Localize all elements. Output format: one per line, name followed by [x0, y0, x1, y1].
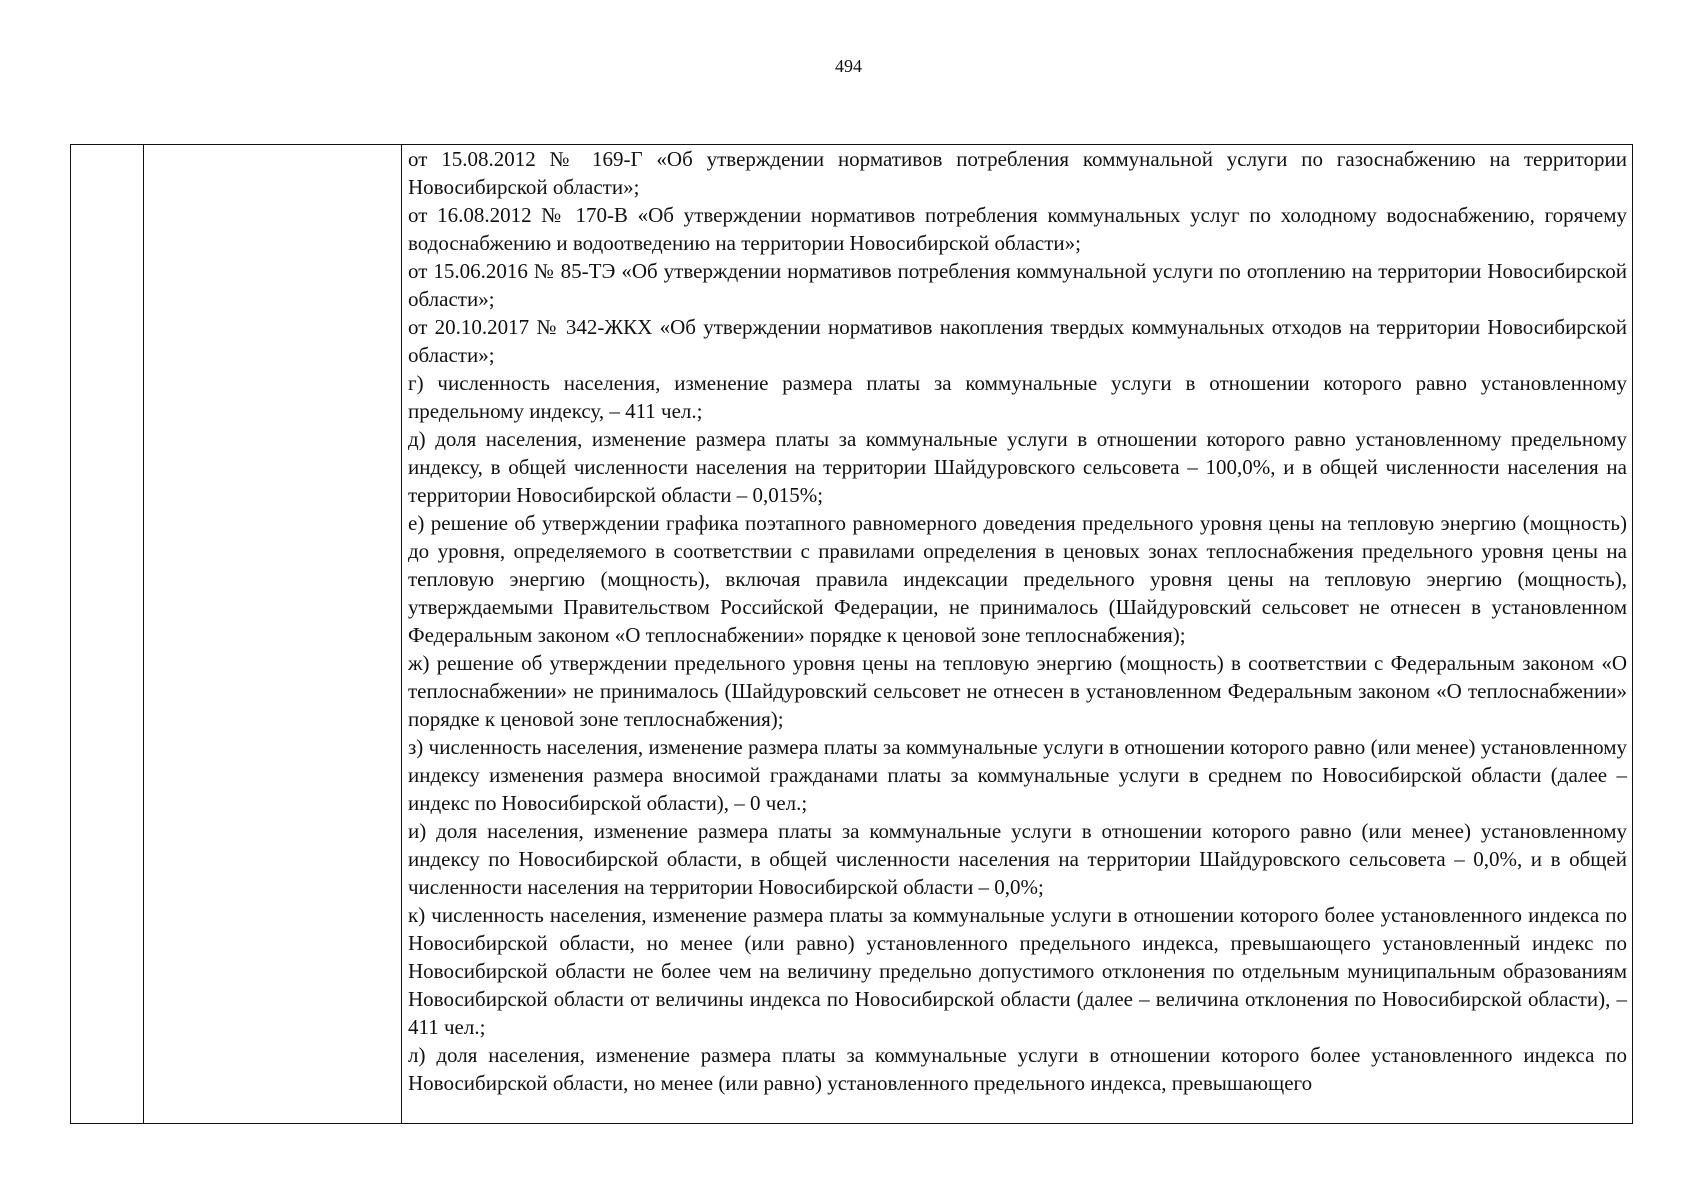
paragraph-decree-170: от 16.08.2012 № 170-В «Об утверждении нормативов потребления коммунальных услуг по холодному водоснабжению, горячему водоснабжению и водоотведению на территории Новосибирской области»; — [408, 203, 1627, 255]
page-number: 494 — [835, 56, 862, 76]
paragraph-item-d: д) доля населения, изменение размера платы за коммунальные услуги в отношении которого равно установленному предельному индексу, в общей численности населения на территории Шайдуровского сельсовета – 100,0%, и в общей численности населения на территории Новосибирской области – 0,015%; — [408, 427, 1627, 507]
table-row — [71, 145, 1633, 1124]
paragraph-item-g: г) численность населения, изменение размера платы за коммунальные услуги в отношении которого равно установленному предельному индексу, – 411 чел.; — [408, 371, 1627, 423]
paragraph-decree-169: от 15.08.2012 № 169-Г «Об утверждении нормативов потребления коммунальной услуги по газоснабжению на территории Новосибирской области»; — [408, 147, 1627, 199]
paragraph-item-k: к) численность населения, изменение размера платы за коммунальные услуги в отношении которого более установленного индекса по Новосибирской области, но менее (или равно) установленного предельного индекса, превышающего установленный индекс по Новосибирской области не более чем на величину предельно допустимого отклонения по отдельным муниципальным образованиям Новосибирской области от величины индекса по Новосибирской области (далее – величина отклонения по Новосибирской области), – 411 чел.; — [408, 903, 1627, 1039]
document-table — [70, 144, 1633, 1124]
paragraph-item-e: е) решение об утверждении графика поэтапного равномерного доведения предельного уровня цены на тепловую энергию (мощность) до уровня, определяемого в соответствии с правилами определения в ценовых зонах теплоснабжения предельного уровня цены на тепловую энергию (мощность), включая правила индексации предельного уровня цены на тепловую энергию (мощность), утверждаемыми Правительством Российской Федерации, не принималось (Шайдуровский сельсовет не отнесен в установленном Федеральным законом «О теплоснабжении» порядке к ценовой зоне теплоснабжения); — [408, 511, 1627, 647]
paragraph-item-i: и) доля населения, изменение размера платы за коммунальные услуги в отношении которого равно (или менее) установленному индексу по Новосибирской области, в общей численности населения на территории Шайдуровского сельсовета – 0,0%, и в общей численности населения на территории Новосибирской области – 0,0%; — [408, 819, 1627, 899]
table-cell-content — [402, 145, 1633, 1124]
paragraph-item-zh: ж) решение об утверждении предельного уровня цены на тепловую энергию (мощность) в соответствии с Федеральным законом «О теплоснабжении» не принималось (Шайдуровский сельсовет не отнесен в установленном Федеральным законом «О теплоснабжении» порядке к ценовой зоне теплоснабжения); — [408, 651, 1627, 731]
paragraph-decree-342: от 20.10.2017 № 342-ЖКХ «Об утверждении нормативов накопления твердых коммунальных отходов на территории Новосибирской области»; — [408, 315, 1627, 367]
table-cell-number — [71, 145, 144, 1124]
table-cell-name — [144, 145, 402, 1124]
paragraph-decree-85: от 15.06.2016 № 85-ТЭ «Об утверждении нормативов потребления коммунальной услуги по отоплению на территории Новосибирской области»; — [408, 259, 1627, 311]
paragraph-item-l: л) доля населения, изменение размера платы за коммунальные услуги в отношении которого более установленного индекса по Новосибирской области, но менее (или равно) установленного предельного индекса, превышающего — [408, 1043, 1627, 1095]
paragraph-item-z: з) численность населения, изменение размера платы за коммунальные услуги в отношении которого равно (или менее) установленному индексу изменения размера вносимой гражданами платы за коммунальные услуги в среднем по Новосибирской области (далее – индекс по Новосибирской области), – 0 чел.; — [408, 735, 1627, 815]
